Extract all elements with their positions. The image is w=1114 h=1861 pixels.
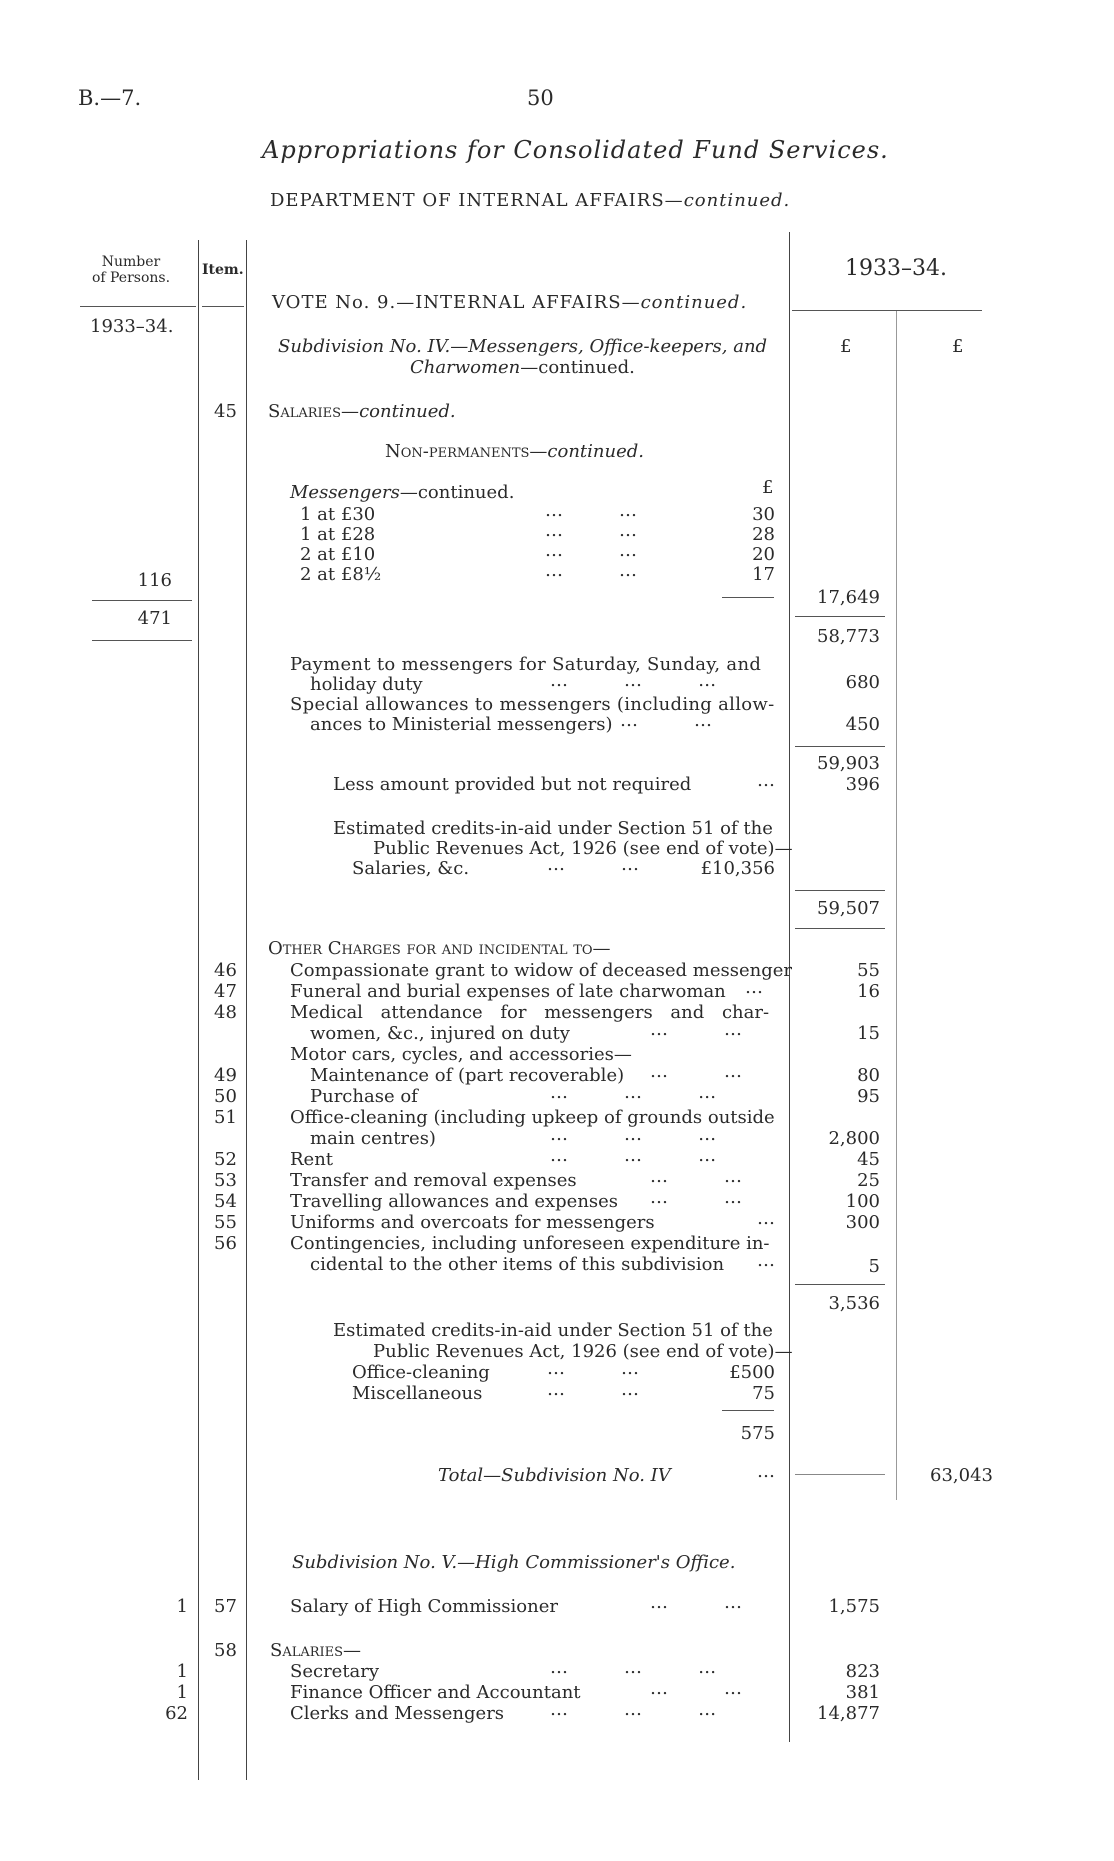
special-label-line2: ances to Ministerial messengers): [310, 714, 613, 735]
amount: 2,800: [828, 1128, 880, 1149]
amount: 45: [857, 1149, 880, 1170]
charge-label-cont: cidental to the other items of this subdivision: [310, 1254, 725, 1275]
charge-label: Medical attendance for messengers and char-: [290, 1002, 770, 1023]
messenger-rate-value: 28: [752, 524, 775, 545]
item-number: 48: [214, 1002, 237, 1023]
leader-dots: …: [757, 770, 777, 791]
net-salaries-amount: 59,507: [817, 898, 880, 919]
sum-rule: [722, 597, 774, 598]
leader-dots: …: [757, 1208, 777, 1229]
credits-label-line3: Salaries, &c.: [352, 858, 470, 879]
messengers-heading: Messengers—continued.: [290, 482, 515, 503]
payment-label-line1: Payment to messengers for Saturday, Sunday, and: [290, 654, 762, 675]
persons-year-label: 1933–34.: [90, 316, 174, 337]
item-number: 56: [214, 1233, 237, 1254]
item-number: 49: [214, 1065, 237, 1086]
item-number: 46: [214, 960, 237, 981]
motor-heading: Motor cars, cycles, and accessories—: [290, 1044, 632, 1065]
messenger-rate-label: 2 at £10: [300, 544, 376, 565]
amount-columns-divider: [896, 310, 897, 1500]
persons-count: 62: [165, 1703, 188, 1724]
subtotal-amount: 59,903: [817, 753, 880, 774]
persons-count: 1: [176, 1596, 188, 1617]
amount: 25: [857, 1170, 880, 1191]
charge-label: Funeral and burial expenses of late charwoman: [290, 981, 726, 1002]
amount-sum-rule: [795, 890, 885, 891]
item-number: 45: [214, 401, 237, 422]
less-label: Less amount provided but not required: [333, 774, 692, 795]
subdivision-iv-heading-line2: Charwomen—continued.: [410, 357, 635, 378]
page-number: 50: [527, 86, 554, 110]
item-number: 58: [214, 1640, 237, 1661]
amount: 95: [857, 1086, 880, 1107]
amount-sum-rule: [795, 1284, 885, 1285]
leader-dots: …: [745, 977, 765, 998]
persons-header-rule: [80, 306, 196, 307]
payment-label-line2: holiday duty: [310, 674, 423, 695]
leader-dots: … …: [650, 1592, 745, 1613]
item-header-rule: [202, 306, 244, 307]
messenger-rate-value: 20: [752, 544, 775, 565]
leader-dots: … …: [650, 1678, 745, 1699]
leader-dots: … …: [650, 1019, 745, 1040]
item-number: 51: [214, 1107, 237, 1128]
credits-office-label: Office-cleaning: [352, 1362, 490, 1383]
credits-label-line1: Estimated credits-in-aid under Section 51 of the: [333, 818, 773, 839]
persons-total: 471: [137, 608, 172, 629]
total-leader-rule: [795, 1474, 885, 1475]
leader-dots: … …: [545, 500, 640, 521]
messenger-rate-label: 1 at £28: [300, 524, 376, 545]
persons-column-header: Number of Persons.: [91, 254, 171, 286]
amount: 55: [857, 960, 880, 981]
subtotal-amount: 58,773: [817, 626, 880, 647]
leader-dots: … …: [650, 1061, 745, 1082]
credits-office-amount: £500: [729, 1362, 775, 1383]
amount: 450: [845, 714, 880, 735]
leader-dots: … …: [545, 520, 640, 541]
special-label-line1: Special allowances to messengers (including allow-: [290, 694, 775, 715]
messenger-rate-label: 1 at £30: [300, 504, 376, 525]
item-text-divider: [246, 240, 247, 1780]
amount: 396: [845, 774, 880, 795]
item-number: 47: [214, 981, 237, 1002]
charge-label-cont: main centres): [310, 1128, 436, 1149]
amount: 680: [845, 672, 880, 693]
pound-symbol: £: [762, 477, 774, 498]
credits-misc-amount: 75: [752, 1383, 775, 1404]
amount: 100: [845, 1191, 880, 1212]
item-number: 55: [214, 1212, 237, 1233]
leader-dots: … …: [620, 710, 715, 731]
amount: 823: [845, 1661, 880, 1682]
persons-count: 116: [137, 570, 172, 591]
leader-dots: … …: [545, 540, 640, 561]
charge-label: Compassionate grant to widow of deceased messenger: [290, 960, 792, 981]
currency-symbol-right: £: [952, 336, 964, 357]
sum-rule: [722, 1410, 774, 1411]
non-permanents-heading: Non-permanents—continued.: [385, 441, 644, 462]
salaries-heading: Salaries—continued.: [268, 401, 456, 422]
charge-label: Travelling allowances and expenses: [290, 1191, 619, 1212]
leader-dots: … … …: [550, 1082, 719, 1103]
vote-heading: VOTE No. 9.—INTERNAL AFFAIRS—continued.: [272, 292, 748, 313]
leader-dots: … … …: [550, 1124, 719, 1145]
item-number: 52: [214, 1149, 237, 1170]
subdivision-iv-total-label: Total—Subdivision No. IV: [438, 1465, 671, 1486]
amount: 14,877: [817, 1703, 880, 1724]
other-charges-heading: Other Charges for and incidental to—: [268, 938, 611, 959]
leader-dots: … … …: [550, 1145, 719, 1166]
salary-label: Clerks and Messengers: [290, 1703, 505, 1724]
persons-count: 1: [176, 1682, 188, 1703]
page-title: Appropriations for Consolidated Fund Services.: [262, 136, 889, 164]
amount: 1,575: [828, 1596, 880, 1617]
salary-label: Finance Officer and Accountant: [290, 1682, 581, 1703]
charge-label: Purchase of: [310, 1086, 418, 1107]
text-amount-divider: [789, 232, 790, 1742]
charge-label: Office-cleaning (including upkeep of grounds outside: [290, 1107, 775, 1128]
credits-label-line2: Public Revenues Act, 1926 (see end of vote)—: [373, 1341, 793, 1362]
leader-dots: … … …: [550, 1699, 719, 1720]
charge-label: Maintenance of (part recoverable): [310, 1065, 625, 1086]
amount-total-rule: [795, 928, 885, 929]
subtotal-amount: 17,649: [817, 587, 880, 608]
amount: 381: [845, 1682, 880, 1703]
item-number: 54: [214, 1191, 237, 1212]
charge-label: Transfer and removal expenses: [290, 1170, 577, 1191]
item-column-header: Item.: [202, 262, 244, 278]
persons-item-divider: [198, 240, 199, 1780]
messenger-rate-label: 2 at £8½: [300, 564, 382, 585]
amount-sum-rule: [795, 616, 885, 617]
leader-dots: … …: [545, 560, 640, 581]
leader-dots: … …: [650, 1187, 745, 1208]
other-charges-total: 3,536: [828, 1293, 880, 1314]
charge-label-cont: women, &c., injured on duty: [310, 1023, 570, 1044]
year-column-header: 1933–34.: [845, 256, 947, 281]
persons-total-rule: [92, 640, 192, 641]
year-header-rule: [792, 310, 982, 311]
charge-label: Contingencies, including unforeseen expenditure in-: [290, 1233, 770, 1254]
leader-dots: … …: [650, 1166, 745, 1187]
credits-misc-label: Miscellaneous: [352, 1383, 483, 1404]
messenger-rate-value: 17: [752, 564, 775, 585]
item-number: 53: [214, 1170, 237, 1191]
amount: 5: [868, 1256, 880, 1277]
subdivision-iv-total: 63,043: [930, 1465, 993, 1486]
charge-label: Rent: [290, 1149, 334, 1170]
salary-label: Secretary: [290, 1661, 380, 1682]
persons-sum-rule: [92, 600, 192, 601]
currency-symbol-left: £: [840, 336, 852, 357]
salaries-heading: Salaries—: [270, 1640, 362, 1661]
credits-amount: £10,356: [700, 858, 775, 879]
leader-dots: … … …: [550, 670, 719, 691]
department-heading: DEPARTMENT OF INTERNAL AFFAIRS—continued.: [270, 190, 791, 211]
subdivision-v-heading: Subdivision No. V.—High Commissioner's Office.: [292, 1552, 736, 1573]
messenger-rate-value: 30: [752, 504, 775, 525]
leader-dots: …: [757, 1461, 777, 1482]
leader-dots: … …: [547, 1358, 642, 1379]
amount: 300: [845, 1212, 880, 1233]
persons-count: 1: [176, 1661, 188, 1682]
leader-dots: … …: [547, 1379, 642, 1400]
leader-dots: …: [757, 1250, 777, 1271]
leader-dots: … …: [547, 854, 642, 875]
subdivision-iv-heading-line1: Subdivision No. IV.—Messengers, Office-keepers, and: [278, 336, 768, 357]
credits-label-line2: Public Revenues Act, 1926 (see end of vote)—: [373, 838, 793, 859]
item-number: 50: [214, 1086, 237, 1107]
high-commissioner-salary-label: Salary of High Commissioner: [290, 1596, 558, 1617]
credits-total: 575: [740, 1423, 775, 1444]
amount: 15: [857, 1023, 880, 1044]
amount-sum-rule: [795, 746, 885, 747]
amount: 80: [857, 1065, 880, 1086]
amount: 16: [857, 981, 880, 1002]
item-number: 57: [214, 1596, 237, 1617]
charge-label: Uniforms and overcoats for messengers: [290, 1212, 655, 1233]
leader-dots: … … …: [550, 1657, 719, 1678]
credits-label-line1: Estimated credits-in-aid under Section 51 of the: [333, 1320, 773, 1341]
page-reference: B.—7.: [78, 86, 142, 110]
